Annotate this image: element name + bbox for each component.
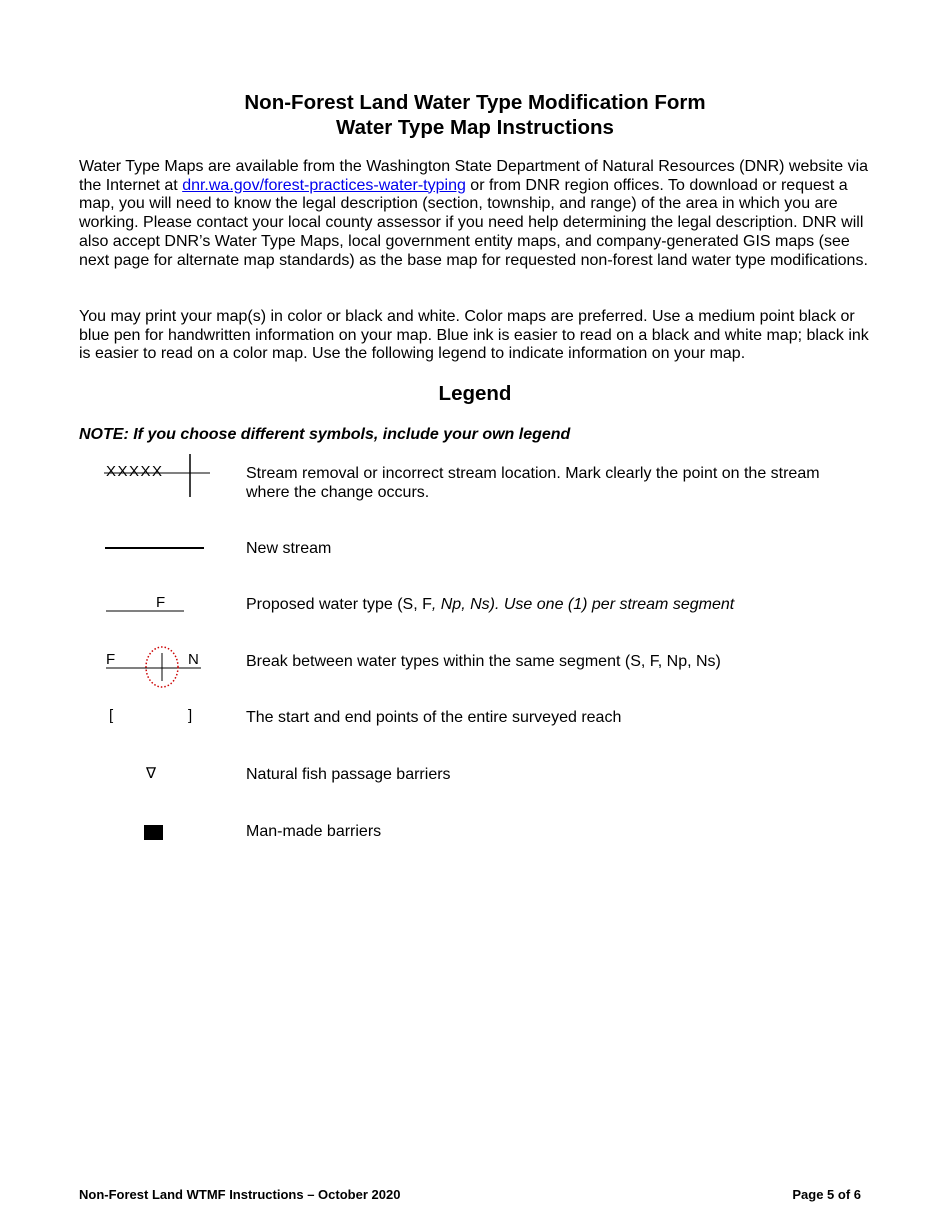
proposed-type-letter: F: [156, 594, 166, 611]
intro-paragraph-1: [79, 158, 874, 270]
footer-document-title: Non-Forest Land WTMF Instructions – October 2020: [79, 1187, 401, 1202]
water-type-break-symbol: [106, 645, 206, 689]
break-left-letter: F: [106, 651, 116, 668]
natural-barrier-symbol: [146, 764, 166, 784]
intro-paragraph-2: You may print your map(s) in color or black and white. Color maps are preferred. Use a medium point black or blue pen for handwritten information on your map. Blue ink is easier to read on a black and white map; black ink is easier to read on a color map. Use the following legend to indicate information on your map.: [79, 308, 869, 363]
legend-note: NOTE: If you choose different symbols, include your own legend: [79, 426, 571, 443]
stream-removal-symbol: [104, 454, 214, 498]
stream-removal-lines: [104, 454, 214, 498]
surveyed-reach-symbol: [109, 707, 199, 727]
proposed-type-symbol: [106, 594, 186, 614]
new-stream-line: [104, 543, 206, 553]
man-made-barrier-description: Man-made barriers: [246, 823, 382, 840]
natural-barrier-icon: ∇: [146, 765, 157, 782]
title-line-1: Non-Forest Land Water Type Modification Form: [244, 91, 706, 114]
intro-text-before-link: Water Type Maps are available from the Washington State Department of Natural Resources (DNR) website via the Internet at: [79, 158, 869, 194]
new-stream-symbol: [104, 540, 206, 550]
legend-title: Legend: [438, 382, 512, 405]
stream-removal-description: Stream removal or incorrect stream location. Mark clearly the point on the stream where the change occurs.: [246, 465, 820, 501]
man-made-barrier-icon: [144, 825, 163, 840]
break-marker: [106, 645, 206, 689]
reach-end-bracket: ]: [188, 707, 193, 724]
footer-page-number: Page 5 of 6: [792, 1187, 861, 1202]
title-line-2: Water Type Map Instructions: [336, 116, 614, 139]
intro-text-after-link: or from DNR region offices. To download or request a map, you will need to know the legal description (section, township, and range) of the area in which you are working. Please contact your local county assessor if you need help determining the legal description. DNR will also accept DNR’s Water Type Maps, local government entity maps, and company-generated GIS maps (see next page for alternate map standards) as the base map for requested non-forest land water type modifications.: [79, 176, 868, 269]
reach-start-bracket: [: [109, 707, 114, 724]
natural-barrier-description: Natural fish passage barriers: [246, 766, 451, 783]
new-stream-description: New stream: [246, 540, 332, 557]
page-title: [0, 90, 950, 140]
break-right-letter: N: [188, 651, 199, 668]
water-typing-link[interactable]: dnr.wa.gov/forest-practices-water-typing: [182, 176, 466, 194]
proposed-type-description: [246, 595, 866, 614]
water-type-break-description: Break between water types within the same segment (S, F, Np, Ns): [246, 653, 721, 670]
proposed-type-description-italic: , Np, Ns). Use one (1) per stream segment: [431, 596, 735, 613]
surveyed-reach-description: The start and end points of the entire surveyed reach: [246, 709, 622, 726]
proposed-type-line: [106, 594, 186, 614]
proposed-type-description-regular: Proposed water type (S, F: [246, 596, 432, 613]
stream-removal-xs: XXXXX: [106, 463, 164, 480]
